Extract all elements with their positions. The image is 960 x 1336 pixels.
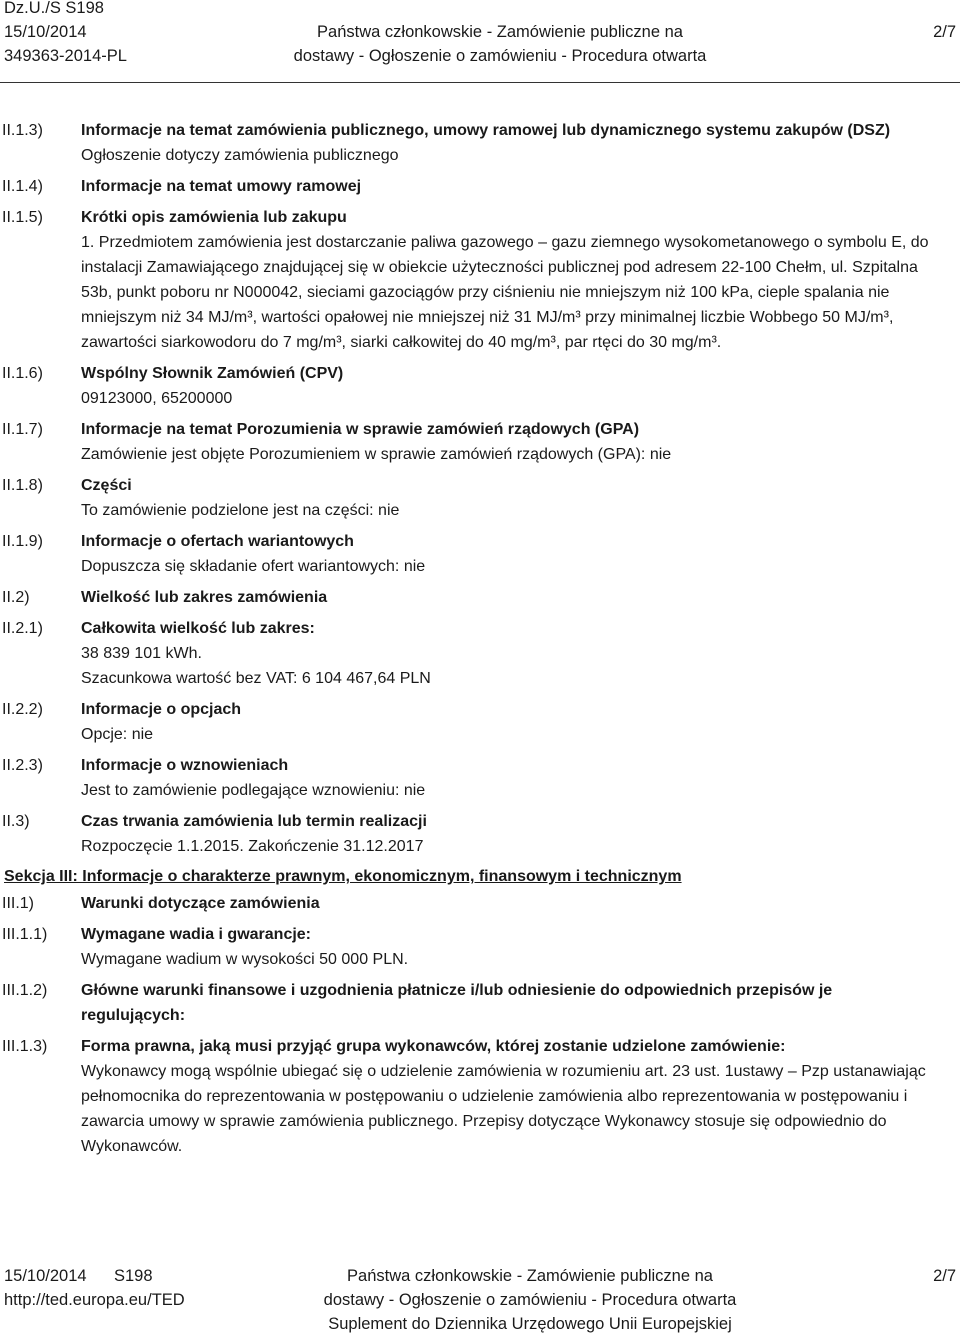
item-text: 38 839 101 kWh. — [81, 645, 202, 662]
header-title — [250, 20, 750, 68]
item-heading: Czas trwania zamówienia lub termin realizacji — [81, 813, 427, 830]
item-body — [81, 417, 960, 467]
section-item — [0, 922, 960, 972]
footer-line3: Suplement do Dziennika Urzędowego Unii Europejskiej — [328, 1315, 732, 1333]
item-heading: Forma prawna, jaką musi przyjąć grupa wykonawców, której zostanie udzielone zamówienie: — [81, 1038, 786, 1055]
item-body — [81, 978, 960, 1028]
header-source: Dz.U./S S198 — [4, 0, 104, 17]
item-heading: Wielkość lub zakres zamówienia — [81, 589, 328, 606]
header-title-line1: Państwa członkowskie - Zamówienie publiczne na — [317, 23, 683, 41]
header-date: 15/10/2014 — [4, 23, 87, 41]
item-heading: Warunki dotyczące zamówienia — [81, 895, 320, 912]
item-number: II.1.4) — [2, 178, 43, 195]
footer-line2: dostawy - Ogłoszenie o zamówieniu - Procedura otwarta — [323, 1291, 737, 1309]
item-body — [81, 585, 960, 610]
item-text: 09123000, 65200000 — [81, 390, 233, 407]
page-footer — [0, 1264, 960, 1334]
item-text: Jest to zamówienie podlegające wznowieniu: nie — [81, 782, 426, 799]
section-item — [0, 118, 960, 168]
item-text: Rozpoczęcie 1.1.2015. Zakończenie 31.12.2017 — [81, 838, 424, 855]
item-number: II.2) — [2, 589, 30, 606]
item-text: Dopuszcza się składanie ofert wariantowych: nie — [81, 558, 426, 575]
item-heading: Wspólny Słownik Zamówień (CPV) — [81, 365, 344, 382]
item-heading: Informacje na temat zamówienia publicznego, umowy ramowej lub dynamicznego systemu zakupów (DSZ) — [81, 122, 891, 139]
section-item — [0, 891, 960, 916]
footer-left — [4, 1264, 153, 1288]
item-text: Zamówienie jest objęte Porozumieniem w sprawie zamówień rządowych (GPA): nie — [81, 446, 672, 463]
footer-line1: Państwa członkowskie - Zamówienie publiczne na — [347, 1267, 713, 1285]
header-id: 349363-2014-PL — [4, 47, 127, 65]
header-title-line2: dostawy - Ogłoszenie o zamówieniu - Procedura otwarta — [293, 47, 707, 65]
item-number: II.2.1) — [2, 620, 43, 637]
item-body — [81, 1034, 960, 1159]
item-heading: Informacje o ofertach wariantowych — [81, 533, 354, 550]
item-number: III.1.3) — [2, 1038, 48, 1055]
item-heading: Informacje na temat Porozumienia w sprawie zamówień rządowych (GPA) — [81, 421, 640, 438]
section-item — [0, 978, 960, 1028]
header-left — [4, 0, 127, 68]
item-number: II.3) — [2, 813, 30, 830]
section-item — [0, 1034, 960, 1159]
section-item — [0, 529, 960, 579]
item-number: II.2.3) — [2, 757, 43, 774]
item-number: III.1.1) — [2, 926, 48, 943]
item-number: II.1.5) — [2, 209, 43, 226]
section-item — [0, 417, 960, 467]
item-number: II.1.7) — [2, 421, 43, 438]
item-body — [81, 473, 960, 523]
section-item — [0, 697, 960, 747]
item-body — [81, 205, 960, 355]
item-text: Wykonawcy mogą wspólnie ubiegać się o udzielenie zamówienia w rozumieniu art. 23 ust. 1ustawy – Pzp ustanawiając pełnomocnika do reprezentowania w postępowaniu o udzielenie zamówienia albo reprezentowania w postępowaniu i zawarcia umowy w sprawie zamówienia publicznego. Przepisy dotyczące Wykonawcy stosuje się odpowiednio do Wykonawców. — [81, 1063, 926, 1155]
item-heading: Całkowita wielkość lub zakres: — [81, 620, 315, 637]
item-body — [81, 922, 960, 972]
section-item — [0, 174, 960, 199]
section-item — [0, 809, 960, 859]
item-text: 1. Przedmiotem zamówienia jest dostarczanie paliwa gazowego – gazu ziemnego wysokometanowego o symbolu E, do instalacji Zamawiającego znajdującej się w obiekcie użyteczności publicznej pod adresem 22-100 Chełm, ul. Szpitalna 53b, punkt poboru nr N000042, sieciami gazociągów przy ciśnieniu nie mniejszym niż 100 kPa, cieple spalania nie mniejszym niż 34 MJ/m³, wartości opałowej nie mniejszej niż 31 MJ/m³ przy minimalnej liczbie Wobbego 50 MJ/m³, zawartości siarkowodoru do 7 mg/m³, siarki całkowitej do 40 mg/m³, par rtęci do 30 mg/m³. — [81, 234, 929, 351]
item-body — [81, 697, 960, 747]
item-body — [81, 118, 960, 168]
item-body — [81, 891, 960, 916]
footer-date: 15/10/2014 — [4, 1267, 87, 1285]
footer-title — [270, 1264, 790, 1336]
item-number: II.1.9) — [2, 533, 43, 550]
item-body — [81, 361, 960, 411]
item-text: Opcje: nie — [81, 726, 154, 743]
header-divider — [0, 82, 960, 83]
item-text: Szacunkowa wartość bez VAT: 6 104 467,64 PLN — [81, 670, 431, 687]
section-item — [0, 616, 960, 691]
item-body — [81, 753, 960, 803]
document-body — [0, 118, 960, 1165]
item-heading: Informacje na temat umowy ramowej — [81, 178, 362, 195]
item-number: II.1.8) — [2, 477, 43, 494]
item-body — [81, 616, 960, 691]
item-text: Ogłoszenie dotyczy zamówienia publicznego — [81, 147, 399, 164]
footer-series: S198 — [114, 1267, 153, 1285]
section-3-title: Sekcja III: Informacje o charakterze prawnym, ekonomicznym, finansowym i technicznym — [4, 868, 682, 885]
item-body — [81, 174, 960, 199]
section-item — [0, 205, 960, 355]
section-item — [0, 585, 960, 610]
item-heading: Krótki opis zamówienia lub zakupu — [81, 209, 347, 226]
item-number: III.1.2) — [2, 982, 48, 999]
item-heading: Części — [81, 477, 132, 494]
item-heading: Główne warunki finansowe i uzgodnienia płatnicze i/lub odniesienie do odpowiednich przepisów je regulujących: — [81, 982, 833, 1024]
item-number: III.1) — [2, 895, 35, 912]
item-body — [81, 529, 960, 579]
page-header — [0, 0, 960, 80]
item-text: To zamówienie podzielone jest na części: nie — [81, 502, 400, 519]
header-page: 2/7 — [933, 23, 956, 41]
item-number: II.1.6) — [2, 365, 43, 382]
section-item — [0, 361, 960, 411]
item-body — [81, 809, 960, 859]
section-item — [0, 473, 960, 523]
footer-site-link[interactable]: http://ted.europa.eu/TED — [4, 1291, 185, 1309]
item-heading: Wymagane wadia i gwarancje: — [81, 926, 312, 943]
item-number: II.2.2) — [2, 701, 43, 718]
item-number: II.1.3) — [2, 122, 43, 139]
item-heading: Informacje o wznowieniach — [81, 757, 289, 774]
footer-page: 2/7 — [933, 1267, 956, 1285]
section-item — [0, 753, 960, 803]
item-heading: Informacje o opcjach — [81, 701, 242, 718]
item-text: Wymagane wadium w wysokości 50 000 PLN. — [81, 951, 409, 968]
